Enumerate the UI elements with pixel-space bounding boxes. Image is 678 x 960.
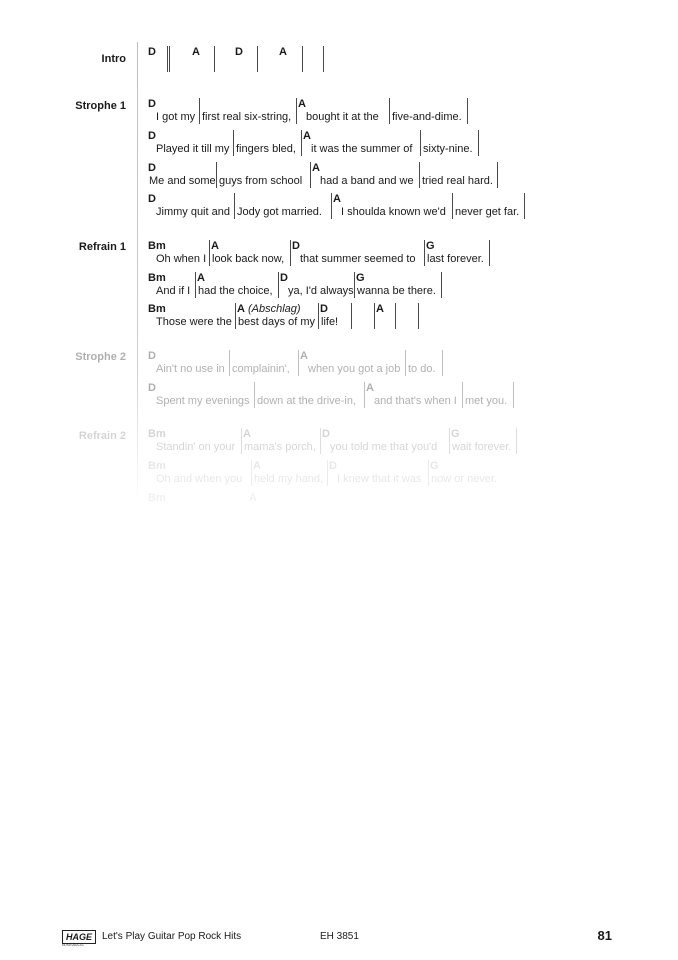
edition-code: EH 3851	[320, 931, 359, 942]
bar-segment	[450, 428, 517, 454]
bar-segment	[235, 193, 332, 219]
page-footer	[62, 929, 622, 945]
bar-segment	[255, 382, 365, 408]
lyric-text: I got my	[156, 111, 196, 123]
bar-segment	[352, 303, 375, 329]
chord-line	[147, 240, 497, 266]
chord-label: D	[148, 98, 156, 110]
chord-label: A	[300, 350, 308, 362]
lyric-text: look back now,	[212, 253, 285, 265]
chord-label: A	[192, 46, 200, 58]
chord-line	[147, 428, 527, 454]
chord-label: Bm	[148, 240, 166, 252]
bar-segment	[147, 303, 236, 329]
bar-segment	[429, 460, 499, 486]
page-number: 81	[597, 928, 612, 943]
chord-label: D	[235, 46, 243, 58]
chord-label: A	[249, 492, 257, 504]
lyric-text: mama's porch,	[244, 441, 316, 453]
chord-name: A	[237, 303, 245, 315]
lyric-text: and that's when I	[374, 395, 457, 407]
chord-line	[147, 492, 347, 518]
lyric-text: that summer seemed to	[300, 253, 416, 265]
chord-line	[147, 162, 507, 188]
chord-line	[147, 130, 487, 156]
lyric-text: Those were the	[156, 316, 232, 328]
bar-segment	[147, 46, 168, 72]
lyric-text: Spent my evenings	[156, 395, 250, 407]
bar-segment	[147, 428, 242, 454]
bar-segment	[147, 193, 235, 219]
lyric-text: I shoulda known we'd	[341, 206, 446, 218]
section-label-refrain-2: Refrain 2	[78, 430, 126, 442]
lyric-text: Played it till my	[156, 143, 230, 155]
chord-label: A	[366, 382, 374, 394]
lyric-text: wait forever.	[452, 441, 512, 453]
publisher-logo: HAGE	[62, 930, 96, 944]
chord-label: D	[320, 303, 328, 315]
chord-label: A	[312, 162, 320, 174]
lyric-text: best days of my	[238, 316, 316, 328]
lyric-text: Jody got married.	[237, 206, 322, 218]
chord-label: Bm	[148, 428, 166, 440]
lyric-text: never get far.	[455, 206, 520, 218]
lyric-text: Ain't no use in	[156, 363, 225, 375]
lyric-text: tried real hard.	[422, 175, 493, 187]
lyric-text: had a band and we	[320, 175, 414, 187]
lyric-text: now or never.	[431, 473, 498, 485]
bar-segment	[147, 162, 217, 188]
chord-label: D	[148, 382, 156, 394]
bar-segment	[328, 460, 429, 486]
book-title: Let's Play Guitar Pop Rock Hits	[102, 931, 242, 942]
bar-segment	[213, 46, 258, 72]
bar-segment	[302, 130, 421, 156]
lyric-text: you told me that you'd	[330, 441, 438, 453]
lyric-text: Jimmy quit and	[156, 206, 230, 218]
section-label-intro: Intro	[101, 53, 126, 65]
bar-segment	[147, 460, 252, 486]
chord-label: A	[253, 460, 261, 472]
lyric-text: ya, I'd always	[288, 285, 354, 297]
section-label-refrain-1: Refrain 1	[78, 241, 126, 253]
bar-segment	[200, 98, 297, 124]
bar-segment	[147, 130, 234, 156]
bar-segment	[230, 350, 299, 376]
lyric-text: I knew that it was	[337, 473, 422, 485]
chord-line	[147, 382, 527, 408]
chord-label: D	[280, 272, 288, 284]
chord-label: D	[148, 162, 156, 174]
bar-segment	[147, 492, 247, 518]
lyric-text: first real six-string,	[202, 111, 292, 123]
bar-segment	[406, 350, 443, 376]
lyric-text: Standin' on your	[156, 441, 236, 453]
bar-segment	[365, 382, 463, 408]
bar-segment	[236, 303, 319, 329]
bar-segment	[375, 303, 396, 329]
lyric-text: Me and some	[149, 175, 216, 187]
chord-annotation: (Abschlag)	[247, 303, 301, 315]
chord-label: A	[279, 46, 287, 58]
chord-label: Bm	[148, 303, 166, 315]
bar-segment	[210, 240, 291, 266]
chord-line	[147, 272, 447, 298]
bar-segment	[463, 382, 514, 408]
chord-label	[237, 303, 301, 315]
lyric-text: down at the drive-in,	[257, 395, 357, 407]
lyric-text: met you.	[465, 395, 508, 407]
chord-label: G	[430, 460, 439, 472]
section-label-strophe-2: Strophe 2	[75, 351, 126, 363]
chord-label: Bm	[148, 460, 166, 472]
bar-segment	[147, 98, 200, 124]
section-label-strophe-1: Strophe 1	[75, 100, 126, 112]
lyric-text: And if I	[156, 285, 191, 297]
bar-segment	[421, 130, 479, 156]
chord-label: G	[426, 240, 435, 252]
bar-segment	[252, 460, 328, 486]
chord-label: Bm	[148, 272, 166, 284]
bar-segment	[302, 46, 324, 72]
chord-line	[147, 460, 517, 486]
lyric-text: sixty-nine.	[423, 143, 473, 155]
chord-label: D	[148, 350, 156, 362]
bar-segment	[396, 303, 419, 329]
lyric-text: guys from school	[219, 175, 303, 187]
lyric-text: Oh and when you	[156, 473, 243, 485]
bar-segment	[332, 193, 453, 219]
bar-segment	[196, 272, 279, 298]
margin-rule	[137, 42, 138, 502]
chord-label: D	[148, 46, 156, 58]
lyric-text: wanna be there.	[357, 285, 436, 297]
bar-segment	[234, 130, 302, 156]
chord-line	[147, 193, 527, 219]
chord-line	[147, 303, 437, 329]
chord-label: Bm	[148, 492, 166, 504]
chord-label: A	[298, 98, 306, 110]
bar-segment	[297, 98, 390, 124]
lyric-text: five-and-dime.	[392, 111, 462, 123]
bar-segment	[242, 428, 321, 454]
bar-segment	[319, 303, 352, 329]
chord-label: D	[292, 240, 300, 252]
chord-label: G	[451, 428, 460, 440]
lyric-text: life!	[321, 316, 339, 328]
chord-label: A	[211, 240, 219, 252]
chord-label: D	[322, 428, 330, 440]
chord-label: D	[148, 193, 156, 205]
bar-segment	[420, 162, 498, 188]
lyric-text: to do.	[408, 363, 436, 375]
chord-label: D	[148, 130, 156, 142]
bar-segment	[291, 240, 425, 266]
chord-label: D	[329, 460, 337, 472]
lyric-text: bought it at the	[306, 111, 379, 123]
bar-segment	[147, 382, 255, 408]
chord-label: A	[303, 130, 311, 142]
bar-segment	[279, 272, 355, 298]
lyric-text: had the choice,	[198, 285, 273, 297]
bar-segment	[390, 98, 468, 124]
lyric-text: Oh when I	[156, 253, 207, 265]
bar-segment	[257, 46, 303, 72]
chord-line	[147, 46, 327, 72]
chord-line	[147, 98, 477, 124]
bar-segment	[311, 162, 420, 188]
lyric-text: when you got a job	[308, 363, 401, 375]
lyric-text: held my hand,	[254, 473, 324, 485]
bar-segment	[355, 272, 442, 298]
lyric-text: it was the summer of	[311, 143, 413, 155]
chord-label: A	[333, 193, 341, 205]
chord-label: A	[376, 303, 384, 315]
bar-segment	[147, 272, 196, 298]
bar-segment	[453, 193, 525, 219]
bar-segment	[248, 492, 328, 518]
bar-segment	[217, 162, 311, 188]
chord-line	[147, 350, 457, 376]
bar-segment	[169, 46, 215, 72]
lyric-text: complainin',	[232, 363, 290, 375]
chord-label: A	[197, 272, 205, 284]
lyric-text: fingers bled,	[236, 143, 296, 155]
bar-segment	[147, 240, 210, 266]
bar-segment	[147, 350, 230, 376]
bar-segment	[321, 428, 450, 454]
chord-label: G	[356, 272, 365, 284]
bar-segment	[299, 350, 406, 376]
bar-segment	[425, 240, 490, 266]
chord-label: A	[243, 428, 251, 440]
publisher-logo-subtitle: MUSIKVERLAG	[62, 943, 84, 947]
lyric-text: last forever.	[427, 253, 484, 265]
